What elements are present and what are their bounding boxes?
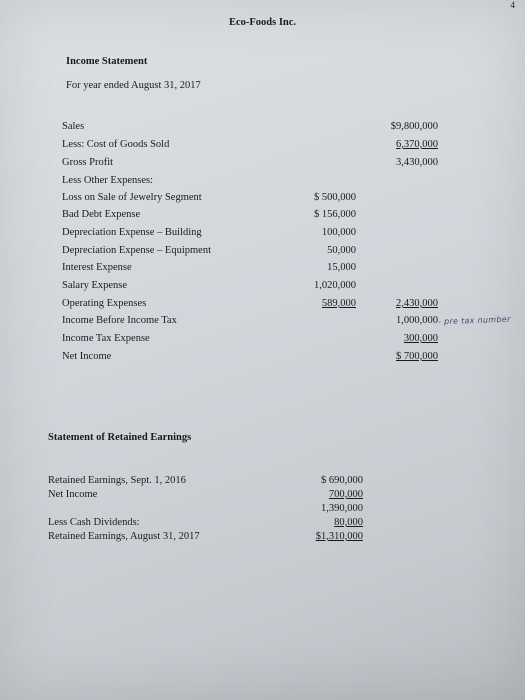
row-label: Less Cash Dividends: bbox=[48, 517, 140, 528]
row-col2: 300,000 bbox=[403, 333, 438, 344]
row-col2: 1,000,000 bbox=[396, 315, 438, 326]
income-statement-period: For year ended August 31, 2017 bbox=[66, 80, 201, 91]
row-col2: 3,430,000 bbox=[396, 157, 438, 168]
row-col1: 589,000 bbox=[321, 298, 356, 309]
row-label: Loss on Sale of Jewelry Segment bbox=[62, 192, 202, 203]
row-value: $1,310,000 bbox=[315, 531, 363, 542]
row-label: Retained Earnings, August 31, 2017 bbox=[48, 531, 200, 542]
row-value: $ 690,000 bbox=[321, 475, 363, 486]
row-col2: $ 700,000 bbox=[396, 351, 438, 362]
row-label: Depreciation Expense – Building bbox=[62, 227, 202, 238]
row-col2: 2,430,000 bbox=[396, 298, 438, 309]
row-col1: $ 156,000 bbox=[314, 209, 356, 220]
row-label: Interest Expense bbox=[62, 262, 132, 273]
row-col2: 6,370,000 bbox=[396, 139, 438, 150]
page-number: 4 bbox=[510, 0, 515, 10]
row-label: Depreciation Expense – Equipment bbox=[62, 245, 211, 256]
row-label: Sales bbox=[62, 121, 85, 132]
retained-earnings-heading: Statement of Retained Earnings bbox=[48, 432, 192, 443]
row-label: Income Tax Expense bbox=[62, 333, 150, 344]
row-label: Less: Cost of Goods Sold bbox=[62, 139, 170, 150]
row-label: Income Before Income Tax bbox=[62, 315, 177, 326]
row-label: Net Income bbox=[62, 351, 112, 362]
row-label: Operating Expenses bbox=[62, 298, 147, 309]
row-value: 700,000 bbox=[328, 489, 363, 500]
row-value: 80,000 bbox=[334, 517, 363, 528]
row-label: Bad Debt Expense bbox=[62, 209, 141, 220]
row-label: Salary Expense bbox=[62, 280, 128, 291]
company-name: Eco-Foods Inc. bbox=[228, 17, 297, 28]
row-value: 1,390,000 bbox=[321, 503, 363, 514]
row-col1: $ 500,000 bbox=[314, 192, 356, 203]
income-statement-heading: Income Statement bbox=[66, 56, 148, 67]
row-col1: 1,020,000 bbox=[314, 280, 356, 291]
row-col1: 50,000 bbox=[327, 245, 356, 256]
row-col1: 100,000 bbox=[321, 227, 356, 238]
row-label: Net Income bbox=[48, 489, 98, 500]
row-label: Retained Earnings, Sept. 1, 2016 bbox=[48, 475, 186, 486]
row-label: Gross Profit bbox=[62, 157, 114, 168]
handwritten-note: - pre tax number bbox=[437, 314, 511, 327]
row-label: Less Other Expenses: bbox=[62, 175, 153, 186]
row-col1: 15,000 bbox=[327, 262, 356, 273]
row-col2: $9,800,000 bbox=[390, 121, 438, 132]
